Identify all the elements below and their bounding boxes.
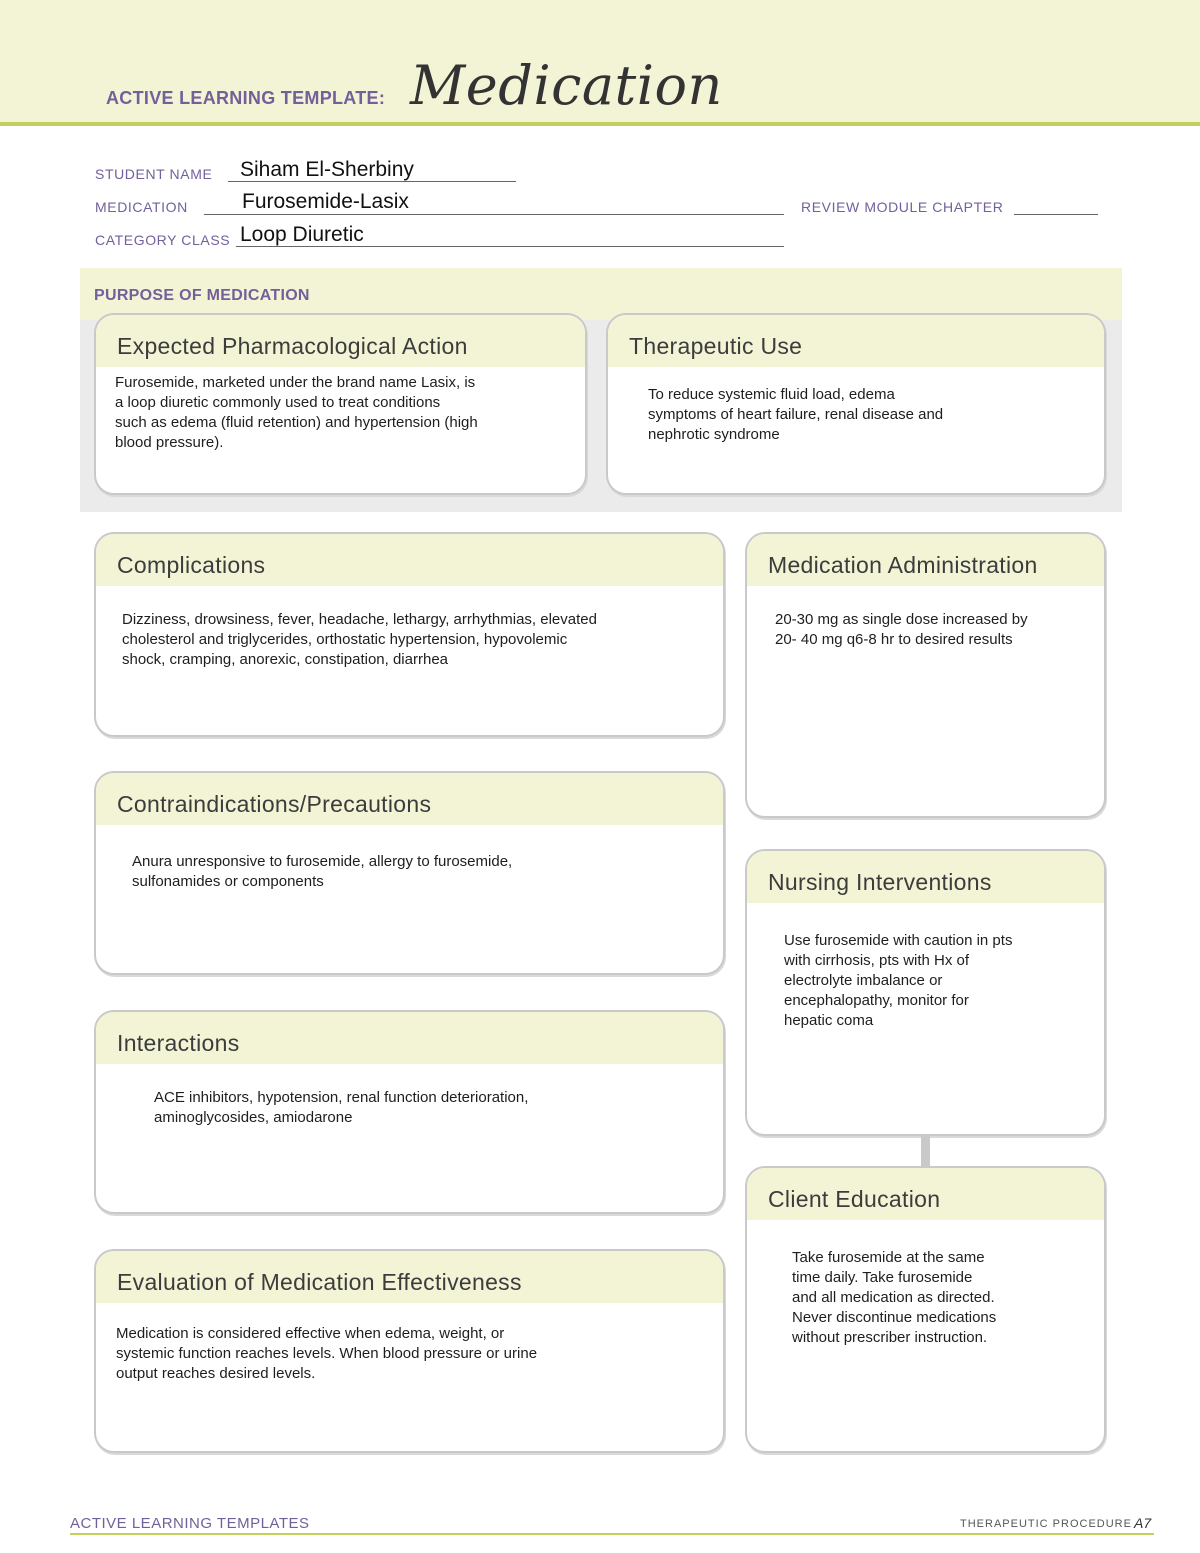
template-label: ACTIVE LEARNING TEMPLATE: [106,88,386,108]
text-line: Take furosemide at the same [792,1249,985,1266]
medication-underline [204,214,784,215]
therapeutic-use-text[interactable] [648,385,943,445]
text-line: 20-30 mg as single dose increased by [775,611,1028,628]
footer-left-label: ACTIVE LEARNING TEMPLATES [70,1515,310,1532]
expected-action-title: Expected Pharmacological Action [96,315,585,367]
text-line: Never discontinue medications [792,1309,997,1326]
complications-card [94,532,725,737]
text-line: shock, cramping, anorexic, constipation, diarrhea [122,651,449,668]
text-line: aminoglycosides, amiodarone [154,1109,353,1126]
text-line: nephrotic syndrome [648,426,780,443]
text-line: systemic function reaches levels. When blood pressure or urine [116,1345,538,1362]
therapeutic-use-card [606,313,1106,495]
text-line: hepatic coma [784,1012,874,1029]
expected-action-text[interactable] [115,373,478,453]
header-rule [0,122,1200,126]
text-line: Use furosemide with caution in pts [784,932,1013,949]
text-line: without prescriber instruction. [792,1329,988,1346]
text-line: a loop diuretic commonly used to treat conditions [115,394,441,411]
contraindications-text[interactable] [132,852,512,892]
nursing-interventions-text[interactable] [784,931,1012,1031]
interactions-text[interactable] [154,1088,528,1128]
text-line: Medication is considered effective when edema, weight, or [116,1325,505,1342]
client-education-card [745,1166,1106,1453]
interactions-card [94,1010,725,1214]
medication-administration-text[interactable] [775,610,1028,650]
text-line: such as edema (fluid retention) and hypertension (high [115,414,478,431]
footer-rule [70,1533,1154,1535]
text-line: time daily. Take furosemide [792,1269,973,1286]
text-line: blood pressure). [115,434,224,451]
medication-field[interactable]: Furosemide-Lasix [242,190,409,213]
text-line: Dizziness, drowsiness, fever, headache, lethargy, arrhythmias, elevated [122,611,597,628]
student-name-label: STUDENT NAME [95,166,213,182]
contraindications-card [94,771,725,975]
purpose-label: PURPOSE OF MEDICATION [94,287,310,304]
text-line: ACE inhibitors, hypotension, renal function deterioration, [154,1089,529,1106]
expected-action-card [94,313,587,495]
text-line: 20- 40 mg q6-8 hr to desired results [775,631,1013,648]
student-name-field[interactable]: Siham El-Sherbiny [240,158,414,181]
evaluation-card [94,1249,725,1453]
text-line: and all medication as directed. [792,1289,995,1306]
complications-text[interactable] [122,610,597,670]
medication-label: MEDICATION [95,199,188,215]
review-module-label: REVIEW MODULE CHAPTER [801,199,1004,215]
text-line: To reduce systemic fluid load, edema [648,386,895,403]
category-class-label: CATEGORY CLASS [95,232,231,248]
page-number: A7 [1134,1515,1152,1531]
text-line: electrolyte imbalance or [784,972,943,989]
client-education-text[interactable] [792,1248,996,1348]
footer-right-label: THERAPEUTIC PROCEDURE [960,1518,1132,1530]
nursing-interventions-title: Nursing Interventions [747,851,1104,903]
interactions-title: Interactions [96,1012,723,1064]
text-line: cholesterol and triglycerides, orthostatic hypertension, hypovolemic [122,631,568,648]
text-line: encephalopathy, monitor for [784,992,969,1009]
card-connector [921,1134,930,1166]
page-title: Medication [410,54,723,117]
text-line: symptoms of heart failure, renal disease and [648,406,944,423]
client-education-title: Client Education [747,1168,1104,1220]
text-line: with cirrhosis, pts with Hx of [784,952,970,969]
evaluation-title: Evaluation of Medication Effectiveness [96,1251,723,1303]
therapeutic-use-title: Therapeutic Use [608,315,1104,367]
complications-title: Complications [96,534,723,586]
review-module-field[interactable] [1014,214,1098,215]
nursing-interventions-card [745,849,1106,1136]
text-line: Furosemide, marketed under the brand name Lasix, is [115,374,476,391]
evaluation-text[interactable] [116,1324,537,1384]
category-class-field[interactable]: Loop Diuretic [240,223,364,246]
contraindications-title: Contraindications/Precautions [96,773,723,825]
text-line: sulfonamides or components [132,873,324,890]
text-line: Anura unresponsive to furosemide, allergy to furosemide, [132,853,513,870]
text-line: output reaches desired levels. [116,1365,316,1382]
medication-administration-title: Medication Administration [747,534,1104,586]
medication-administration-card [745,532,1106,818]
